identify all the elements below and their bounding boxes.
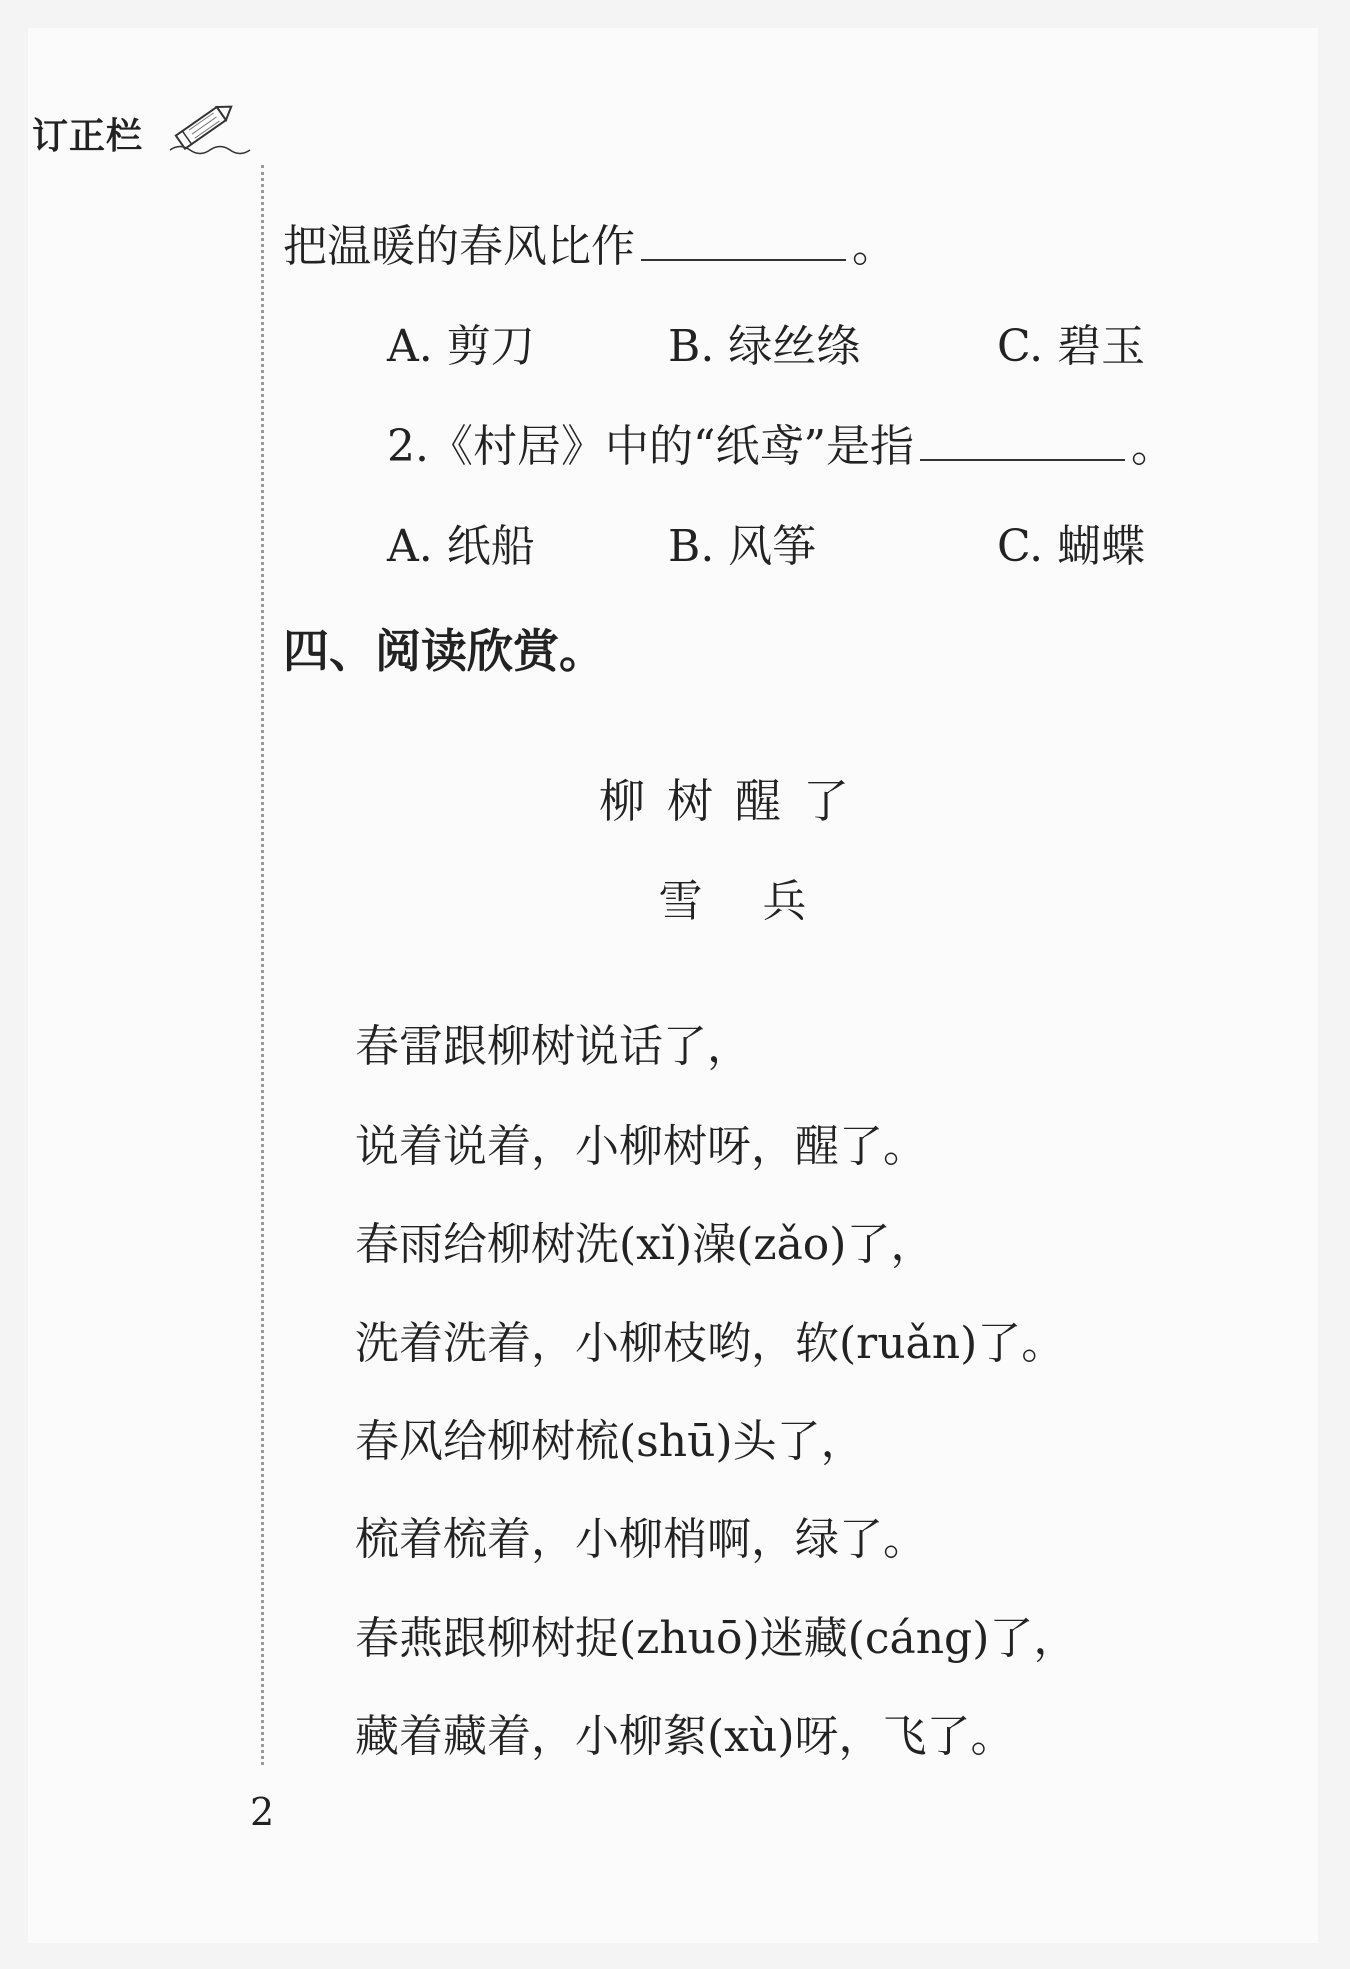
poem-author: 雪兵 [658,876,867,927]
section-title: 四、阅读欣赏。 [283,624,605,678]
poem-line: 春风给柳树梳(shū)头了， [355,1416,865,1467]
poem-line: 梳着梳着，小柳梢啊，绿了。 [355,1514,927,1565]
poem-line: 说着说着，小柳树呀，醒了。 [355,1121,927,1172]
option-c[interactable]: C. 碧玉 [997,321,1146,372]
poem-line: 春燕跟柳树捉(zhuō)迷藏(cáng)了， [355,1613,1078,1664]
poem-line: 春雨给柳树洗(xǐ)澡(zǎo)了， [355,1219,935,1270]
option-a[interactable]: A. 剪刀 [387,321,535,372]
question-2-stem: 2.《村居》中的“纸鸢”是指 。 [387,421,1175,472]
option-b[interactable]: B. 风筝 [668,521,817,572]
poem-title: 柳树醒了 [599,774,871,828]
poem-line: 藏着藏着，小柳絮(xù)呀，飞了。 [355,1711,1015,1762]
margin-divider [261,165,264,1765]
option-b[interactable]: B. 绿丝绦 [668,321,861,372]
poem-line: 春雷跟柳树说话了， [355,1021,751,1072]
question-1-stem: 把温暖的春风比作 。 [283,221,896,272]
answer-blank[interactable] [920,419,1125,461]
answer-blank[interactable] [641,219,846,261]
pencil-icon [165,95,255,155]
option-a[interactable]: A. 纸船 [387,521,535,572]
option-c[interactable]: C. 蝴蝶 [997,521,1146,572]
correction-column-header: 订正栏 [32,116,144,157]
page-number: 2 [250,1790,275,1834]
poem-line: 洗着洗着，小柳枝哟，软(ruǎn)了。 [355,1318,1066,1369]
